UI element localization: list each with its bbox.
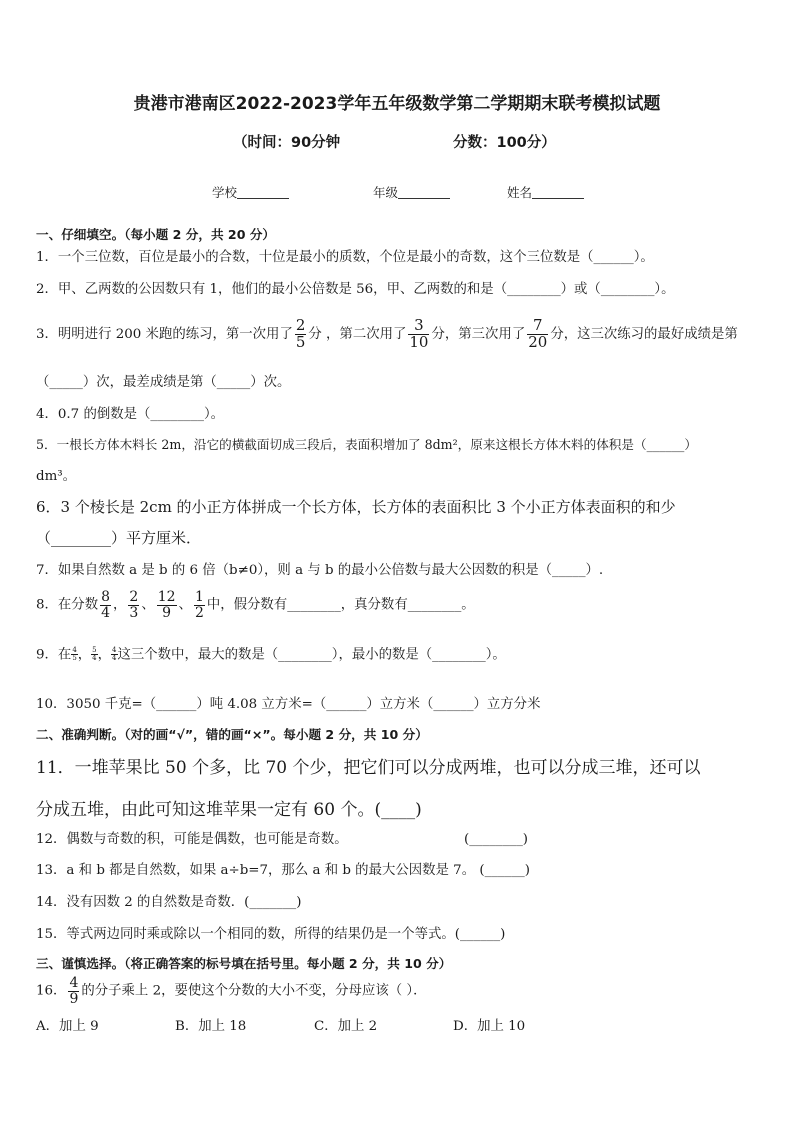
q8-fraction-4: $\frac{1}{2}$ [194, 589, 204, 621]
name-field[interactable] [507, 183, 584, 201]
q16-fraction: $\frac{4}{9}$ [69, 975, 79, 1007]
q3-fraction-2: $\frac{3}{10}$ [409, 316, 429, 351]
q9-sep-1: ， [77, 647, 92, 663]
q8-fraction-2: $\frac{2}{3}$ [129, 589, 139, 621]
question-10: 10．3050 千克=（______）吨 4.08 立方米=（______）立方米（______）立方分米 [36, 697, 541, 712]
option-d[interactable]: D．加上 10 [453, 1019, 526, 1034]
q9-fraction-2: $\frac{5}{4}$ [92, 646, 97, 663]
q9-fraction-1: $\frac{4}{5}$ [72, 646, 77, 663]
option-b[interactable]: B．加上 18 [175, 1019, 247, 1034]
q8-text-2: 中，假分数有________，真分数有________。 [206, 597, 475, 613]
q3-text-4: 分，这三次练习的最好成绩是第 [550, 326, 738, 342]
section-3-heading: 三、谨慎选择。（将正确答案的标号填在括号里。每小题 2 分，共 10 分） [36, 956, 452, 971]
question-4: 4．0.7 的倒数是（________）。 [36, 407, 225, 422]
q12-text: 12．偶数与奇数的积，可能是偶数，也可能是奇数。 [36, 832, 348, 847]
question-14: 14．没有因数 2 的自然数是奇数．(_______) [36, 895, 302, 910]
school-blank[interactable] [237, 186, 289, 199]
q3-text-1: 3．明明进行 200 米跑的练习，第一次用了 [36, 326, 293, 342]
q8-sep-2: 、 [141, 597, 155, 613]
question-16 [36, 976, 764, 1006]
page-title: 贵港市港南区2022-2023学年五年级数学第二学期期末联考模拟试题 [133, 94, 661, 114]
question-9 [36, 647, 764, 663]
q3-text-3: 分，第三次用了 [431, 326, 526, 342]
question-11: 11．一堆苹果比 50 个多，比 70 个少，把它们可以分成两堆，也可以分成三堆，还可以 [36, 758, 701, 778]
name-label: 姓名 [507, 185, 533, 200]
question-1: 1．一个三位数，百位是最小的合数，十位是最小的质数，个位是最小的奇数，这个三位数是（______）。 [36, 250, 654, 265]
exam-score: 分数：100分） [453, 135, 556, 151]
question-6-line-2: （________）平方厘米． [36, 529, 202, 547]
q9-sep-2: ， [97, 647, 112, 663]
question-8 [36, 590, 764, 620]
q8-sep-1: ， [113, 597, 127, 613]
option-a[interactable]: A．加上 9 [36, 1019, 99, 1034]
section-1-heading: 一、仔细填空。（每小题 2 分，共 20 分） [36, 227, 276, 242]
grade-field[interactable] [373, 183, 450, 201]
exam-time: （时间：90分钟 [233, 135, 341, 151]
q16-text-2: 的分子乘上 2，要使这个分数的大小不变，分母应该（ ）． [81, 983, 427, 999]
q16-text-1: 16． [36, 983, 67, 999]
question-13: 13．a 和 b 都是自然数，如果 a÷b=7，那么 a 和 b 的最大公因数是 7。 (______) [36, 863, 530, 878]
q9-fraction-3: $\frac{4}{4}$ [112, 646, 117, 663]
q3-fraction-3: $\frac{7}{20}$ [528, 316, 548, 351]
q9-text-1: 9．在 [36, 647, 72, 663]
question-15: 15．等式两边同时乘或除以一个相同的数，所得的结果仍是一个等式。(______) [36, 927, 506, 942]
grade-label: 年级 [373, 185, 399, 200]
question-7: 7．如果自然数 a 是 b 的 6 倍（b≠0），则 a 与 b 的最小公倍数与最大公因数的积是（_____）. [36, 563, 604, 578]
question-12 [36, 833, 764, 846]
question-5: 5．一根长方体木料长 2m，沿它的横截面切成三段后，表面积增加了 8dm²，原来这根长方体木料的体积是（______） [36, 437, 697, 452]
section-2-heading: 二、准确判断。（对的画“√”，错的画“×”。每小题 2 分，共 10 分） [36, 727, 428, 742]
question-2: 2．甲、乙两数的公因数只有 1，他们的最小公倍数是 56，甲、乙两数的和是（________）或（________）。 [36, 282, 675, 297]
school-field[interactable] [212, 183, 289, 201]
q8-text-1: 8．在分数 [36, 597, 99, 613]
q8-fraction-1: $\frac{8}{4}$ [101, 589, 111, 621]
q3-fraction-1: $\frac{2}{5}$ [295, 316, 306, 351]
q8-fraction-3: $\frac{12}{9}$ [157, 589, 176, 621]
question-3-line-2: （_____）次，最差成绩是第（_____）次。 [36, 375, 291, 390]
option-c[interactable]: C．加上 2 [314, 1019, 378, 1034]
q3-text-2: 分 ，第二次用了 [308, 326, 407, 342]
grade-blank[interactable] [398, 186, 450, 199]
question-16-options [36, 1020, 764, 1033]
name-blank[interactable] [532, 186, 584, 199]
question-5-unit: dm³。 [36, 469, 77, 484]
question-11-line-2: 分成五堆，由此可知这堆苹果一定有 60 个。(____) [36, 800, 422, 820]
question-6: 6．3 个棱长是 2cm 的小正方体拼成一个长方体，长方体的表面积比 3 个小正方体表面积的和少 [36, 498, 676, 516]
school-label: 学校 [212, 185, 238, 200]
q9-text-2: 这三个数中，最大的数是（________），最小的数是（________）。 [117, 647, 506, 663]
q8-sep-3: 、 [178, 597, 192, 613]
question-3 [36, 318, 764, 351]
q12-answer-blank[interactable]: (________) [464, 832, 529, 847]
